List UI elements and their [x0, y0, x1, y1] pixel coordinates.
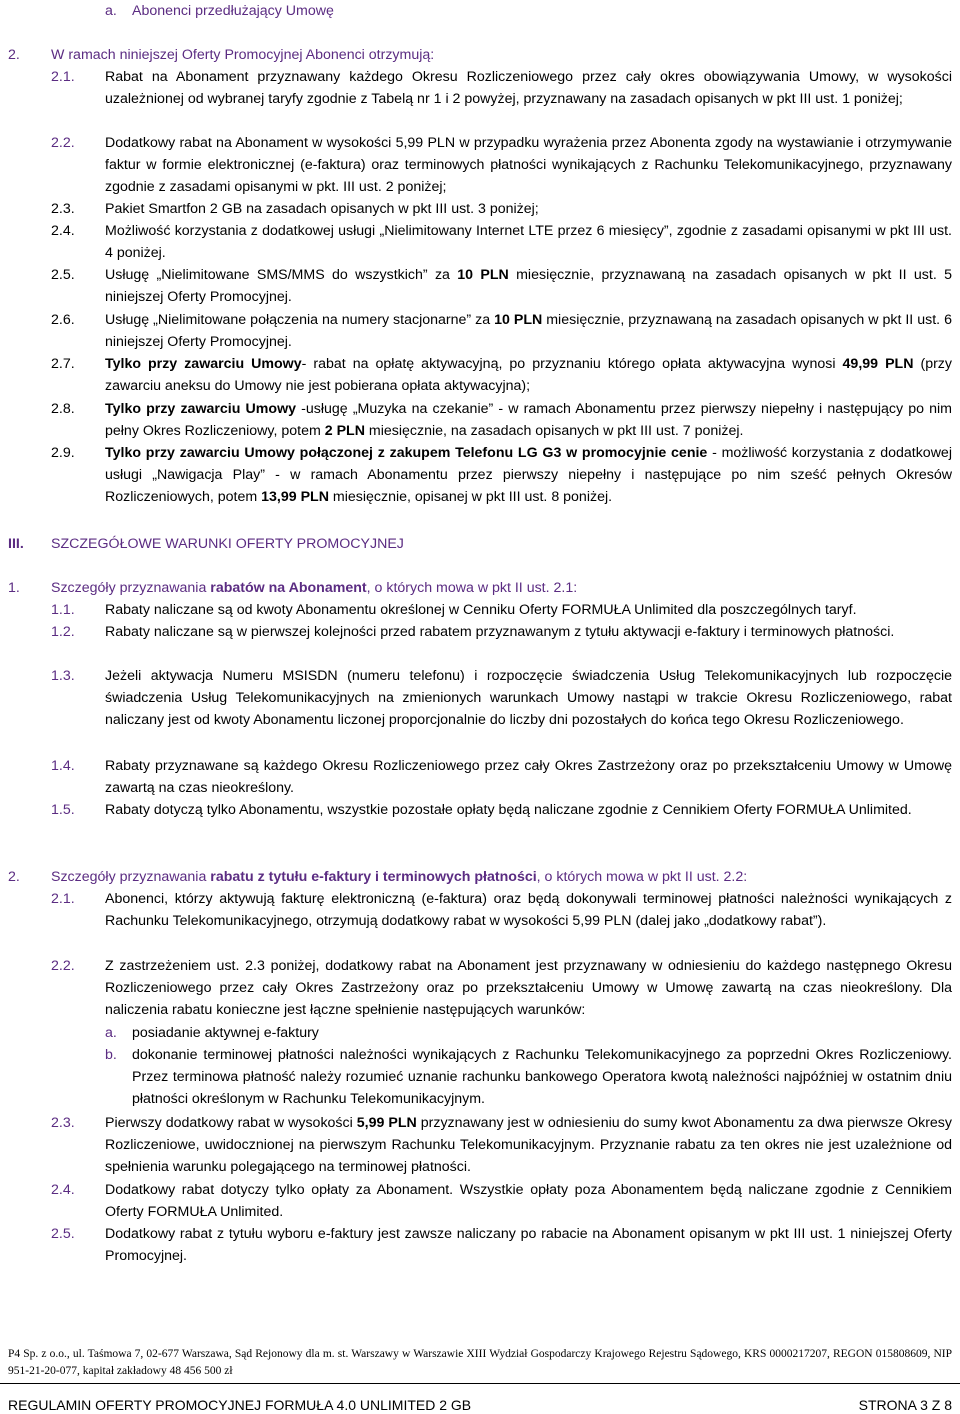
clause-number: 1.1.: [51, 602, 75, 618]
clause-text: Dodatkowy rabat na Abonament w wysokości 5,99 PLN w przypadku wyrażenia przez Abonenta zgody na wystawianie i otrzymywanie faktur w formie elektronicznej (e-faktura) oraz terminowych płatności wynikających z Rachunku Telekomunikacyjnego, przyznawany zgodnie z zasadami opisanymi w pkt. III ust. 2 poniżej;: [105, 135, 952, 195]
clause-number: 2.9.: [51, 445, 75, 461]
clause-number: 2.1.: [51, 69, 75, 85]
clause-number: 2.5.: [51, 267, 75, 283]
clause-2-4: [51, 220, 952, 264]
list-item-a: [105, 0, 952, 22]
clause-number: 2.7.: [51, 356, 75, 372]
clause-text: Rabaty naliczane są od kwoty Abonamentu określonej w Cenniku Oferty FORMUŁA Unlimited dla poszczególnych taryf.: [105, 602, 857, 618]
clause-text: Jeżeli aktywacja Numeru MSISDN (numeru telefonu) i rozpoczęcie świadczenia Usług Telekomunikacyjnych lub rozpoczęcie świadczenia Usług Telekomunikacyjnych na zmienionych warunkach Umowy nastąpi w trakcie Okresu Rozliczeniowego, rabat naliczany jest od kwoty Abonamentu liczonej proporcjonalnie do liczby dni pozostałych do końca tego Okresu Rozliczeniowego.: [105, 668, 952, 728]
clause-text: Pierwszy dodatkowy rabat w wysokości 5,99 PLN przyznawany jest w odniesieniu do sumy kwot Abonamentu za dwa pierwsze Okresy Rozliczeniowe, uwidocznionej na pierwszym Rachunku Telekomunikacyjnym. Przyznanie rabatu za ten okres nie jest uzależnione od spełnienia warunku polegającego na terminowej płatności.: [105, 1115, 952, 1175]
condition-text: dokonanie terminowej płatności należności wynikających z Rachunku Telekomunikacyjnego za poprzedni Okres Rozliczeniowy. Przez terminowa płatność należy rozumieć uznanie rachunku bankowego Operatora kwotą należności najpóźniej w ostatnim dniu płatności określonym w Rachunku Telekomunikacyjnym.: [132, 1047, 952, 1107]
clause-text: Rabaty dotyczą tylko Abonamentu, wszystkie pozostałe opłaty będą naliczane zgodnie z Cennikiem Oferty FORMUŁA Unlimited.: [105, 802, 912, 818]
clause-text: Tylko przy zawarciu Umowy połączonej z zakupem Telefonu LG G3 w promocyjnie cenie - możliwość korzystania z dodatkowej usługi „Nawigacja Play” - w ramach Abonamentu przez pierwszy niepełny i następujące po nim sześć pełnych Okresów Rozliczeniowych, potem 13,99 PLN miesięcznie, opisanej w pkt III ust. 8 poniżej.: [105, 445, 952, 505]
clause-text: Pakiet Smartfon 2 GB na zasadach opisanych w pkt III ust. 3 poniżej;: [105, 201, 539, 217]
clause-2-6: [51, 309, 952, 353]
clause-2-1: [51, 66, 952, 110]
clause-2-2: [51, 132, 952, 198]
clause-number: 2.3.: [51, 1115, 75, 1131]
clause-text: Tylko przy zawarciu Umowy- rabat na opłatę aktywacyjną, po przyznaniu którego opłata aktywacyjna wynosi 49,99 PLN (przy zawarciu aneksu do Umowy nie jest pobierana opłata aktywacyjna);: [105, 356, 952, 394]
clause-number: 2.1.: [51, 891, 75, 907]
clause-1-5: [51, 799, 952, 821]
subsection-1-heading: [8, 577, 952, 599]
clause-2-5: [51, 264, 952, 308]
clause-number: 1.5.: [51, 802, 75, 818]
clause-s2-2: [51, 955, 952, 1021]
clause-text: Abonenci, którzy aktywują fakturę elektroniczną (e-faktura) oraz będą dokonywali terminowej płatności należności wynikających z Rachunku Telekomunikacyjnego, otrzymują dodatkowy rabat w wysokości 5,99 PLN (dalej jako „dodatkowy rabat”).: [105, 891, 952, 929]
section-iii-heading: [8, 533, 952, 555]
section-title: W ramach niniejszej Oferty Promocyjnej Abonenci otrzymują:: [51, 47, 435, 63]
list-marker: a.: [105, 3, 117, 19]
section-number: 2.: [8, 47, 20, 63]
clause-text: Usługę „Nielimitowane połączenia na numery stacjonarne” za 10 PLN miesięcznie, przyznawaną na zasadach opisanych w pkt II ust. 6 niniejszej Oferty Promocyjnej.: [105, 312, 952, 350]
clause-text: Dodatkowy rabat z tytułu wyboru e-faktury jest zawsze naliczany po rabacie na Abonament opisanym w pkt III ust. 1 niniejszej Oferty Promocyjnej.: [105, 1226, 952, 1264]
list-item-text: Abonenci przedłużający Umowę: [132, 3, 334, 19]
clause-2-7: [51, 353, 952, 397]
subsection-title: Szczegóły przyznawania rabatu z tytułu e-faktury i terminowych płatności, o których mowa w pkt II ust. 2.2:: [51, 869, 748, 885]
clause-number: 2.4.: [51, 1182, 75, 1198]
clause-1-1: [51, 599, 952, 621]
clause-s2-5: [51, 1223, 952, 1267]
clause-text: Usługę „Nielimitowane SMS/MMS do wszystkich” za 10 PLN miesięcznie, przyznawaną na zasadach opisanych w pkt II ust. 5 niniejszej Oferty Promocyjnej.: [105, 267, 952, 305]
subsection-number: 1.: [8, 580, 20, 596]
clause-text: Rabaty przyznawane są każdego Okresu Rozliczeniowego przez cały Okres Zastrzeżony oraz po przekształceniu Umowy w Umowę zawartą na czas nieokreślony.: [105, 758, 952, 796]
clause-text: Z zastrzeżeniem ust. 2.3 poniżej, dodatkowy rabat na Abonament jest przyznawany w odniesieniu do każdego następnego Okresu Rozliczeniowego przez cały Okres Zastrzeżony oraz po przekształceniu Umowy w Umowę zawartą na czas nieokreślony. Dla naliczenia rabatu konieczne jest łączne spełnienie następujących warunków:: [105, 958, 952, 1018]
clause-2-9: [51, 442, 952, 508]
subsection-number: 2.: [8, 869, 20, 885]
subsection-title: Szczegóły przyznawania rabatów na Abonament, o których mowa w pkt II ust. 2.1:: [51, 580, 578, 596]
section-title: SZCZEGÓŁOWE WARUNKI OFERTY PROMOCYJNEJ: [51, 536, 404, 552]
clause-text: Tylko przy zawarciu Umowy -usługę „Muzyka na czekanie” - w ramach Abonamentu przez pierwszy niepełny i następujący po nim pełny Okres Rozliczeniowy, potem 2 PLN miesięcznie, na zasadach opisanych w pkt III ust. 7 poniżej.: [105, 401, 952, 439]
clause-text: Możliwość korzystania z dodatkowej usługi „Nielimitowany Internet LTE przez 6 miesięcy”, zgodnie z zasadami opisanymi w pkt III ust. 4 poniżej.: [105, 223, 952, 261]
clause-text: Dodatkowy rabat dotyczy tylko opłaty za Abonament. Wszystkie opłaty poza Abonamentem będą naliczane zgodnie z Cennikiem Oferty FORMUŁA Unlimited.: [105, 1182, 952, 1220]
condition-marker: b.: [105, 1047, 117, 1063]
section-number: III.: [8, 536, 24, 552]
clause-s2-4: [51, 1179, 952, 1223]
clause-2-3: [51, 198, 952, 220]
clause-1-2: [51, 621, 952, 643]
subsection-2-heading: [8, 866, 952, 888]
footer-divider: [0, 1383, 960, 1384]
condition-text: posiadanie aktywnej e-faktury: [132, 1025, 319, 1041]
clause-text: Rabaty naliczane są w pierwszej kolejności przed rabatem przyznawanym z tytułu aktywacji e-faktury i terminowych płatności.: [105, 624, 895, 640]
clause-1-3: [51, 665, 952, 731]
clause-2-8: [51, 398, 952, 442]
clause-number: 1.2.: [51, 624, 75, 640]
clause-number: 2.4.: [51, 223, 75, 239]
clause-number: 1.3.: [51, 668, 75, 684]
clause-number: 1.4.: [51, 758, 75, 774]
condition-a: [105, 1022, 952, 1044]
company-info: P4 Sp. z o.o., ul. Taśmowa 7, 02-677 Warszawa, Sąd Rejonowy dla m. st. Warszawy w Warszawie XIII Wydział Gospodarczy Krajowego Rejestru Sądowego, KRS 0000217207, REGON 015808609, NIP 951-21-20-077, kapitał zakładowy 48 456 500 zł: [8, 1348, 952, 1377]
clause-s2-3: [51, 1112, 952, 1178]
clause-number: 2.8.: [51, 401, 75, 417]
clause-number: 2.5.: [51, 1226, 75, 1242]
clause-s2-1: [51, 888, 952, 932]
condition-b: [105, 1044, 952, 1110]
clause-text: Rabat na Abonament przyznawany każdego Okresu Rozliczeniowego przez cały okres obowiązywania Umowy, w wysokości uzależnionej od wybranej taryfy zgodnie z Tabelą nr 1 i 2 powyżej, przyznawany na zasadach opisanych w pkt III ust. 1 poniżej;: [105, 69, 952, 107]
clause-number: 2.3.: [51, 201, 75, 217]
condition-marker: a.: [105, 1025, 117, 1041]
page-number: STRONA 3 Z 8: [858, 1397, 952, 1413]
clause-number: 2.2.: [51, 958, 75, 974]
document-title: REGULAMIN OFERTY PROMOCYJNEJ FORMUŁA 4.0 UNLIMITED 2 GB: [8, 1397, 472, 1413]
clause-number: 2.6.: [51, 312, 75, 328]
clause-number: 2.2.: [51, 135, 75, 151]
section-2-heading: [8, 44, 952, 66]
clause-1-4: [51, 755, 952, 799]
